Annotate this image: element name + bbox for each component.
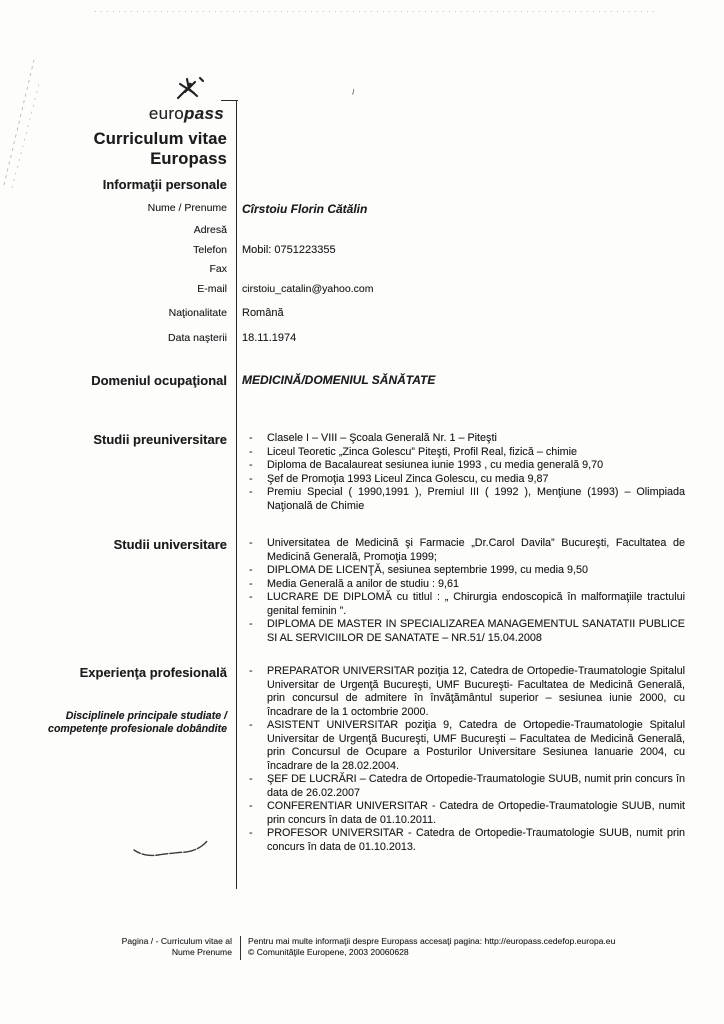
list-item: - Liceul Teoretic „Zinca Golescu” Piteşti, Profil Real, fizică – chimie	[249, 445, 578, 458]
experience-subheading-line2: competenţe profesionale dobândite	[48, 723, 227, 735]
cv-title	[0, 130, 236, 169]
name-label: Nume / Prenume	[147, 202, 227, 214]
experience-subheading	[0, 710, 227, 736]
list-dash: -	[249, 719, 253, 731]
footer-copyright: © Comunităţile Europene, 2003 20060628	[248, 947, 409, 957]
list-dash: -	[249, 591, 253, 603]
list-dash: -	[249, 564, 253, 576]
birthdate-value: 18.11.1974	[242, 332, 297, 344]
list-dash: -	[249, 486, 253, 498]
list-dash: -	[249, 537, 253, 549]
europass-logo	[0, 76, 236, 124]
europass-star-icon	[164, 76, 210, 104]
list-item: - ASISTENT UNIVERSITAR poziţia 9, Catedra de Ortopedie-Traumatologie Spitalul Universitar de Urgenţă Bucureşti, UMF Bucureşti – Facultatea de Medicină Generală, prin Concursul de Ocupare a Posturilor Universitare Sesiunea Ianuarie 2004, cu încadrare de la 28.02.2004.	[249, 719, 685, 772]
personal-info-heading: Informaţii personale	[102, 177, 227, 192]
university-heading: Studii universitare	[113, 537, 227, 552]
list-item: - PREPARATOR UNIVERSITAR poziţia 12, Catedra de Ortopedie-Traumatologie Spitalul Universitar de Urgenţă Bucureşti, UMF Bucureşti- Facultatea de Medicină Generală, prin concursul de admitere în învăţământul superior – sesiunea iunie 2000, cu încadrare de la 1 octombrie 2000.	[249, 665, 685, 718]
name-value: Cîrstoiu Florin Cătălin	[242, 202, 368, 216]
footer-name-label: Nume Prenume	[171, 947, 232, 957]
list-dash: -	[249, 445, 253, 458]
footer-left	[0, 936, 232, 958]
logo-pass-text: pass	[184, 104, 224, 123]
fax-value	[236, 263, 724, 275]
footer-right	[248, 936, 688, 958]
phone-value: Mobil: 0751223355	[242, 244, 336, 256]
list-item: - CONFERENTIAR UNIVERSITAR - Catedra de Ortopedie-Traumatologie SUUB, numit prin concurs în data de 01.10.2011.	[249, 800, 685, 826]
list-dash: -	[249, 577, 253, 590]
list-item: - DIPLOMA DE LICENŢĂ, sesiunea septembrie 1999, cu media 9,50	[249, 564, 589, 576]
footer-divider-line	[240, 936, 241, 960]
list-item: - Media Generală a anilor de studiu : 9,61	[249, 577, 460, 590]
logo-euro-text: euro	[148, 104, 185, 123]
list-dash: -	[249, 665, 253, 677]
experience-heading: Experienţa profesională	[79, 665, 227, 680]
footer-page-label: Pagina / - Curriculum vitae al	[121, 936, 232, 946]
cv-title-line2: Europass	[150, 149, 227, 168]
experience-subheading-line1: Disciplinele principale studiate /	[65, 710, 227, 722]
handwritten-squiggle-mark	[128, 818, 218, 863]
list-dash: -	[249, 800, 253, 812]
list-dash: -	[249, 773, 253, 785]
address-label: Adresă	[193, 224, 227, 236]
list-dash: -	[249, 432, 253, 444]
list-item: - DIPLOMA DE MASTER IN SPECIALIZAREA MANAGEMENTUL SANATATII PUBLICE SI AL SERVICIILOR DE SANATATE – NR.51/ 15.04.2008	[249, 618, 685, 644]
footer-europass-url: Pentru mai multe informaţii despre Europass accesaţi pagina: http://europass.cedefop.europa.eu	[248, 936, 616, 946]
preuniversity-list	[236, 432, 685, 513]
list-dash: -	[249, 472, 253, 485]
preuniversity-heading: Studii preuniversitare	[93, 432, 227, 447]
list-item: - Premiu Special ( 1990,1991 ), Premiul III ( 1992 ), Menţiune (1993) – Olimpiada Naţională de Chimie	[249, 486, 685, 512]
cv-title-line1: Curriculum vitae	[93, 130, 227, 148]
list-dash: -	[249, 459, 253, 471]
occupational-value: MEDICINĂ/DOMENIUL SĂNĂTATE	[242, 373, 436, 387]
email-value: cirstoiu_catalin@yahoo.com	[242, 283, 374, 295]
list-item: - ŞEF DE LUCRĂRI – Catedra de Ortopedie-Traumatologie SUUB, numit prin concurs în data de 26.02.2007	[249, 773, 685, 799]
list-item: - Şef de Promoţia 1993 Liceul Zinca Golescu, cu media 9,87	[249, 472, 549, 485]
list-item: - Clasele I – VIII – Şcoala Generală Nr. 1 – Piteşti	[249, 432, 497, 444]
address-value	[236, 224, 724, 236]
email-label: E-mail	[197, 283, 227, 295]
list-item: - Universitatea de Medicină şi Farmacie „Dr.Carol Davila” Bucureşti, Facultatea de Medicină Generală, Promoţia 1999;	[249, 537, 685, 563]
scan-tick-artifact	[349, 88, 355, 96]
europass-logo-text	[149, 104, 224, 123]
list-dash: -	[249, 618, 253, 630]
nationality-value: Română	[242, 307, 284, 319]
fax-label: Fax	[209, 263, 227, 275]
phone-label: Telefon	[193, 244, 227, 256]
birthdate-label: Data naşterii	[168, 332, 227, 344]
occupational-label: Domeniul ocupaţional	[91, 373, 227, 388]
experience-list	[236, 665, 685, 854]
list-item: - LUCRARE DE DIPLOMĂ cu titlul : „ Chirurgia endoscopică în malformaţiile tractului genital feminin ”.	[249, 591, 685, 617]
nationality-label: Naţionalitate	[168, 307, 227, 319]
list-item: - Diploma de Bacalaureat sesiunea iunie 1993 , cu media generală 9,70	[249, 459, 604, 471]
list-item: - PROFESOR UNIVERSITAR - Catedra de Ortopedie-Traumatologie SUUB, numit prin concurs în data de 01.10.2013.	[249, 827, 685, 853]
list-dash: -	[249, 827, 253, 839]
scan-noise-dots	[95, 11, 655, 12]
university-list	[236, 537, 685, 645]
